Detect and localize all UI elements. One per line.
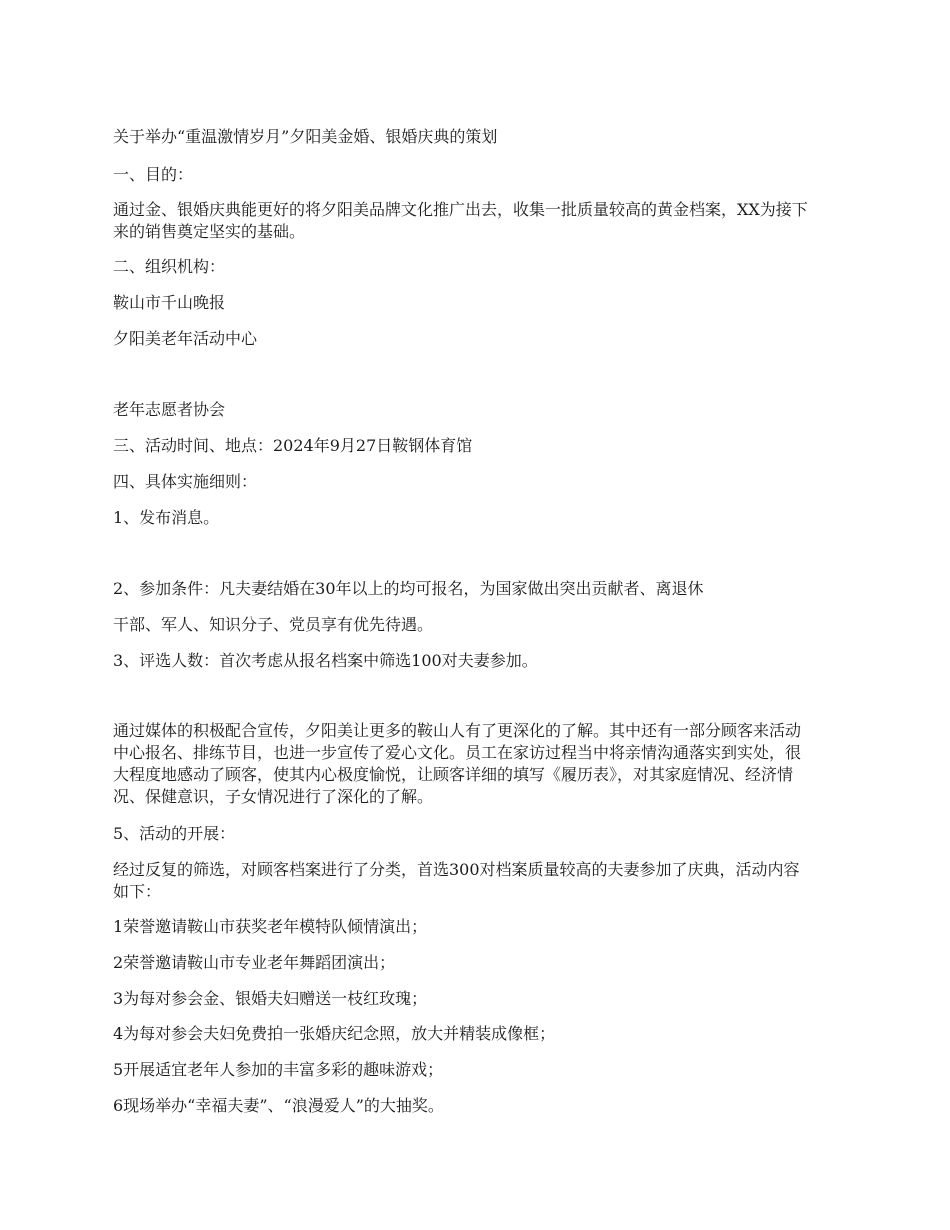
- activity-item: 2荣誉邀请鞍山市专业老年舞蹈团演出；: [113, 953, 396, 972]
- detail-item: 1、发布消息。: [113, 508, 220, 527]
- section-heading-details: 四、具体实施细则：: [113, 472, 258, 491]
- media-paragraph: 通过媒体的积极配合宣传，夕阳美让更多的鞍山人有了更深化的了解。其中还有一部分顾客来活动中心报名、排练节目，也进一步宣传了爱心文化。员工在家访过程当中将亲情沟通落实到实处，很大程度地感动了顾客，使其内心极度愉悦，让顾客详细的填写《履历表》，对其家庭情况、经济情况、保健意识，子女情况进行了深化的了解。: [113, 721, 802, 806]
- section-time-location: 三、活动时间、地点：2024年9月27日鞍钢体育馆: [113, 436, 473, 455]
- organization-item: 鞍山市千山晚报: [113, 293, 226, 312]
- section-heading-purpose: 一、目的：: [113, 165, 194, 184]
- activity-item: 6现场举办“幸福夫妻”、“浪漫爱人”的大抽奖。: [113, 1096, 444, 1115]
- activity-item: 1荣誉邀请鞍山市获奖老年模特队倾情演出；: [113, 917, 428, 936]
- detail-item: 5、活动的开展：: [113, 824, 236, 843]
- section-heading-organization: 二、组织机构：: [113, 257, 226, 276]
- detail-item: 2、参加条件：凡夫妻结婚在30年以上的均可报名，为国家做出突出贡献者、离退休: [113, 579, 704, 598]
- organization-item: 老年志愿者协会: [113, 400, 226, 419]
- selection-paragraph: 经过反复的筛选，对顾客档案进行了分类，首选300对档案质量较高的夫妻参加了庆典，活动内容如下：: [113, 860, 800, 901]
- document-title: 关于举办“重温激情岁月”夕阳美金婚、银婚庆典的策划: [113, 127, 498, 146]
- detail-item: 3、评选人数：首次考虑从报名档案中筛选100对夫妻参加。: [113, 651, 538, 670]
- activity-item: 3为每对参会金、银婚夫妇赠送一枝红玫瑰；: [113, 989, 428, 1008]
- detail-item-continued: 干部、军人、知识分子、党员享有优先待遇。: [113, 615, 434, 634]
- activity-item: 4为每对参会夫妇免费拍一张婚庆纪念照，放大并精装成像框；: [113, 1024, 556, 1043]
- activity-item: 5开展适宜老年人参加的丰富多彩的趣味游戏；: [113, 1060, 444, 1079]
- organization-item: 夕阳美老年活动中心: [113, 329, 258, 348]
- purpose-paragraph: 通过金、银婚庆典能更好的将夕阳美品牌文化推广出去，收集一批质量较高的黄金档案，XX为接下来的销售奠定坚实的基础。: [113, 200, 808, 241]
